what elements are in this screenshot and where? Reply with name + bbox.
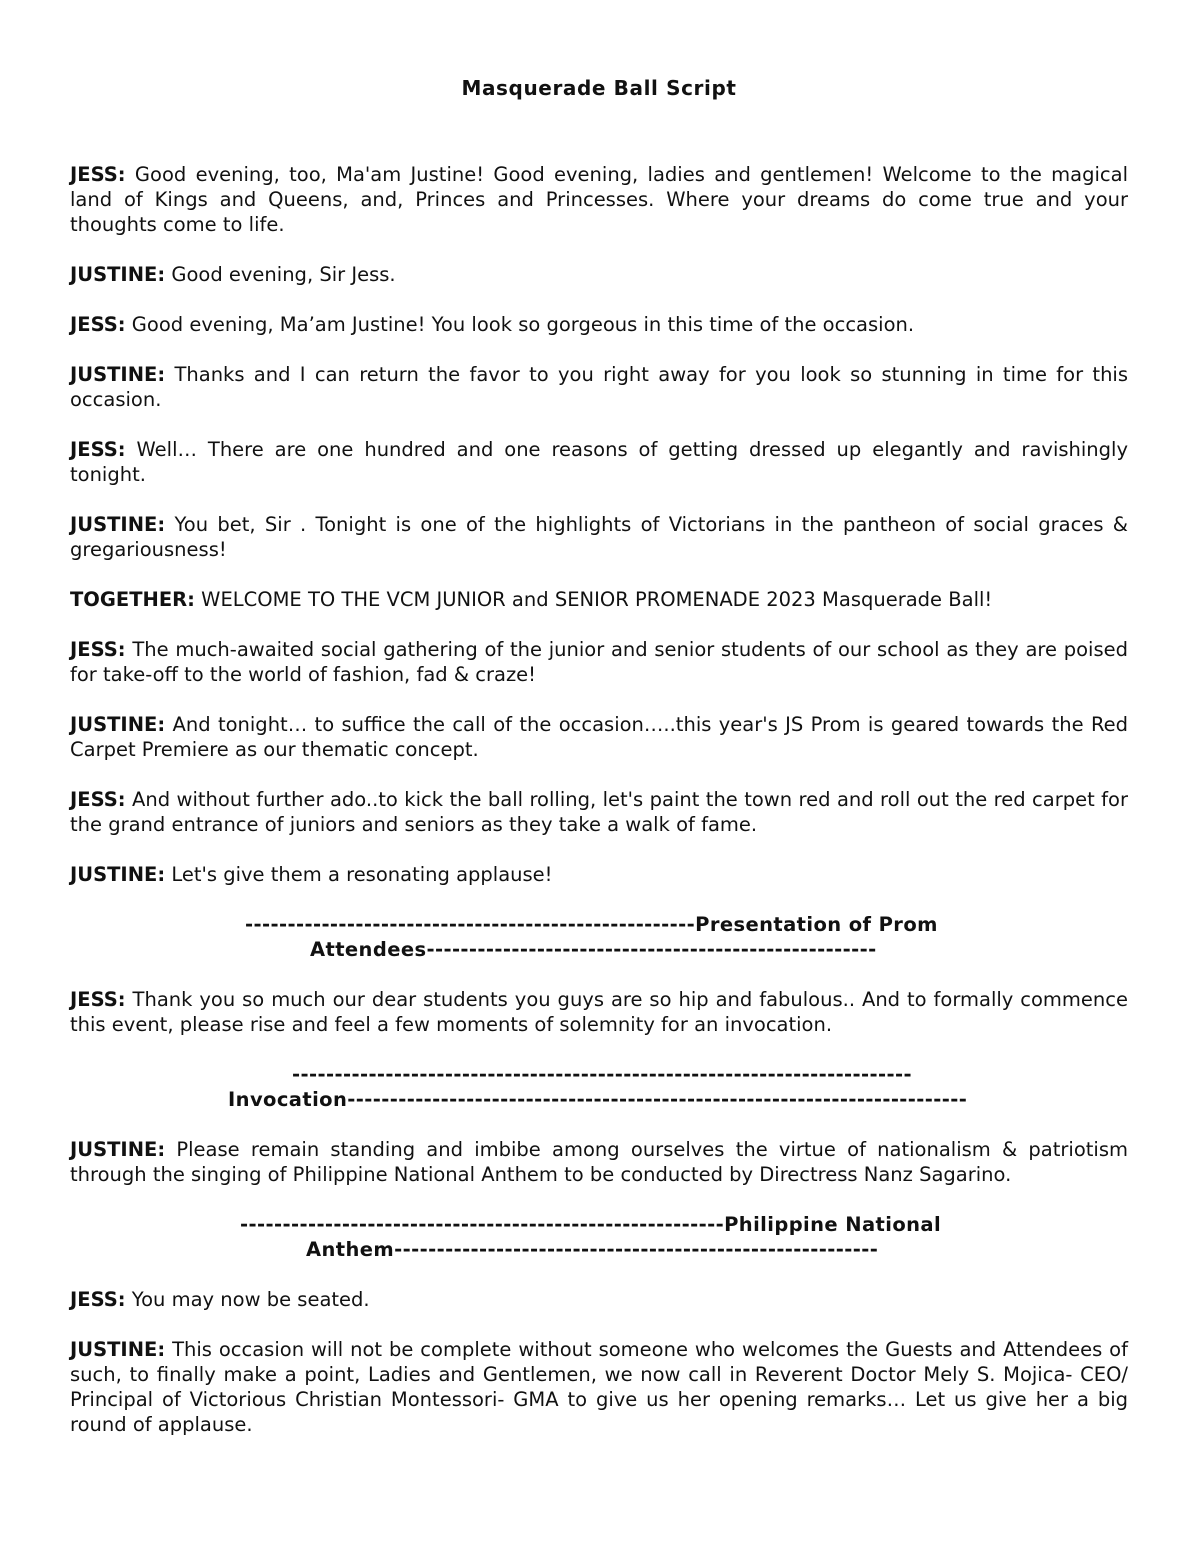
dialogue-line bbox=[70, 312, 1128, 337]
speaker-name: JESS: bbox=[70, 313, 126, 336]
segment-presentation-heading bbox=[70, 912, 1128, 962]
speaker-name: JESS: bbox=[70, 163, 126, 186]
speaker-name: JUSTINE: bbox=[70, 1338, 166, 1361]
dialogue-line bbox=[70, 637, 1128, 687]
dialogue-line bbox=[70, 587, 1128, 612]
segment-line: Anthem--------------------------------------------------------- bbox=[306, 1238, 879, 1261]
segment-line: ---------------------------------------------------------Philippine National bbox=[240, 1213, 942, 1236]
dialogue-text: Good evening, Ma’am Justine! You look so gorgeous in this time of the occasion. bbox=[131, 313, 915, 336]
dialogue-text: Please remain standing and imbibe among ourselves the virtue of nationalism & patriotism through the singing of Philippine National Anthem to be conducted by Directress Nanz Sagarino. bbox=[70, 1138, 1128, 1186]
dialogue-line bbox=[70, 787, 1128, 837]
speaker-name: JUSTINE: bbox=[70, 263, 166, 286]
dialogue-line bbox=[70, 712, 1128, 762]
dialogue-text: You bet, Sir . Tonight is one of the highlights of Victorians in the pantheon of social graces & gregariousness! bbox=[70, 513, 1128, 561]
dialogue-text: Good evening, Sir Jess. bbox=[171, 263, 396, 286]
dialogue-line bbox=[70, 987, 1128, 1037]
dialogue-line bbox=[70, 162, 1128, 237]
dialogue-line bbox=[70, 362, 1128, 412]
dialogue-line bbox=[70, 1287, 1128, 1312]
dialogue-text: Well… There are one hundred and one reasons of getting dressed up elegantly and ravishingly tonight. bbox=[70, 438, 1128, 486]
dialogue-text: Let's give them a resonating applause! bbox=[171, 863, 553, 886]
dialogue-line bbox=[70, 262, 1128, 287]
dialogue-line bbox=[70, 862, 1128, 887]
dialogue-text: Thanks and I can return the favor to you right away for you look so stunning in time for this occasion. bbox=[70, 363, 1129, 411]
segment-line: -----------------------------------------------------Presentation of Prom bbox=[245, 913, 938, 936]
dialogue-text: You may now be seated. bbox=[131, 1288, 370, 1311]
dialogue-line bbox=[70, 437, 1128, 487]
segment-line: Invocation------------------------------------------------------------------------- bbox=[228, 1088, 968, 1111]
dialogue-text: Good evening, too, Ma'am Justine! Good evening, ladies and gentlemen! Welcome to the magical land of Kings and Queens, and, Princes and Princesses. Where your dreams do come true and your thoughts come to life. bbox=[70, 163, 1128, 236]
speaker-name: JUSTINE: bbox=[70, 363, 166, 386]
dialogue-text: Thank you so much our dear students you guys are so hip and fabulous.. And to formally commence this event, please rise and feel a few moments of solemnity for an invocation. bbox=[70, 988, 1128, 1036]
speaker-name: JESS: bbox=[70, 788, 126, 811]
speaker-name: JUSTINE: bbox=[70, 863, 166, 886]
speaker-name: JESS: bbox=[70, 1288, 126, 1311]
dialogue-line bbox=[70, 512, 1128, 562]
speaker-name: JUSTINE: bbox=[70, 713, 166, 736]
dialogue-text: WELCOME TO THE VCM JUNIOR and SENIOR PROMENADE 2023 Masquerade Ball! bbox=[201, 588, 993, 611]
dialogue-text: This occasion will not be complete without someone who welcomes the Guests and Attendees of such, to finally make a point, Ladies and Gentlemen, we now call in Reverent Doctor Mely S. Mojica- CEO/ Principal of Victorious Christian Montessori- GMA to give us her opening remarks… Let us give her a big round of applause. bbox=[70, 1338, 1128, 1436]
dialogue-line bbox=[70, 1137, 1128, 1187]
speaker-name: JUSTINE: bbox=[70, 513, 166, 536]
speaker-name: JESS: bbox=[70, 438, 126, 461]
segment-line: Attendees----------------------------------------------------- bbox=[310, 938, 877, 961]
segment-line: ------------------------------------------------------------------------- bbox=[292, 1063, 913, 1086]
dialogue-text: And tonight… to suffice the call of the occasion…..this year's JS Prom is geared towards the Red Carpet Premiere as our thematic concept. bbox=[70, 713, 1129, 761]
dialogue-line bbox=[70, 1337, 1128, 1437]
speaker-name: JESS: bbox=[70, 638, 126, 661]
speaker-name: TOGETHER: bbox=[70, 588, 195, 611]
dialogue-text: And without further ado..to kick the ball rolling, let's paint the town red and roll out the red carpet for the grand entrance of juniors and seniors as they take a walk of fame. bbox=[70, 788, 1128, 836]
dialogue-text: The much-awaited social gathering of the junior and senior students of our school as they are poised for take-off to the world of fashion, fad & craze! bbox=[70, 638, 1128, 686]
speaker-name: JESS: bbox=[70, 988, 126, 1011]
segment-anthem-heading bbox=[70, 1212, 1128, 1262]
script-page bbox=[70, 76, 1128, 1462]
document-title: Masquerade Ball Script bbox=[461, 76, 737, 100]
speaker-name: JUSTINE: bbox=[70, 1138, 166, 1161]
segment-invocation-heading bbox=[70, 1062, 1128, 1112]
